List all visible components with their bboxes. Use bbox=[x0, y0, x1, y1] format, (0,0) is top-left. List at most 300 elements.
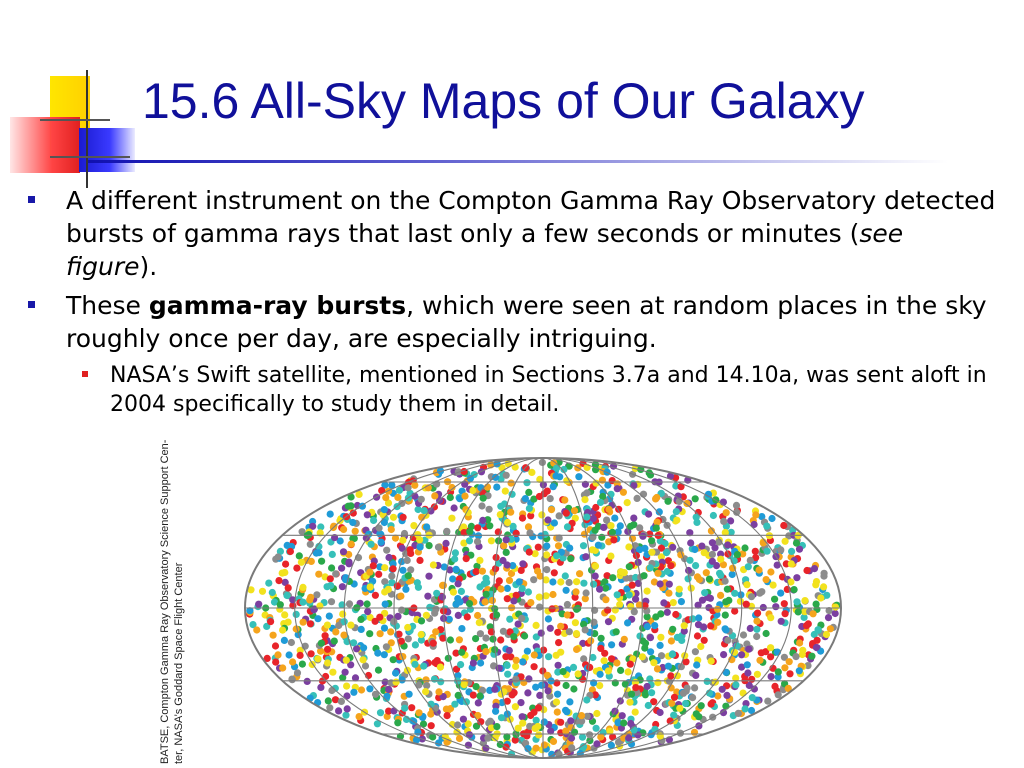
burst-dot bbox=[792, 653, 799, 660]
burst-dot bbox=[455, 612, 462, 619]
burst-dot bbox=[767, 614, 774, 621]
burst-dot bbox=[607, 522, 614, 529]
burst-dot bbox=[770, 582, 777, 589]
burst-dot bbox=[832, 604, 839, 611]
burst-dot bbox=[536, 692, 543, 699]
burst-dot bbox=[486, 506, 493, 513]
burst-dot bbox=[331, 638, 338, 645]
burst-dot bbox=[470, 659, 477, 666]
burst-dot bbox=[307, 541, 314, 548]
burst-dot bbox=[535, 731, 542, 738]
burst-dot bbox=[748, 676, 755, 683]
sub-bullet-item-1 bbox=[28, 361, 998, 419]
burst-dot bbox=[825, 614, 832, 621]
burst-dot bbox=[653, 494, 660, 501]
bullet-item-1 bbox=[28, 184, 998, 283]
burst-dot bbox=[555, 639, 562, 646]
burst-dot bbox=[627, 661, 634, 668]
burst-dot bbox=[531, 663, 538, 670]
burst-dot bbox=[267, 618, 274, 625]
burst-dot bbox=[691, 684, 698, 691]
burst-dot bbox=[497, 636, 504, 643]
burst-dot bbox=[515, 725, 522, 732]
burst-dot bbox=[430, 640, 437, 647]
burst-dot bbox=[768, 673, 775, 680]
red-square-decoration bbox=[10, 117, 80, 173]
burst-dot bbox=[385, 586, 392, 593]
burst-dot bbox=[272, 659, 279, 666]
burst-dot bbox=[589, 534, 596, 541]
burst-dot bbox=[305, 531, 312, 538]
bullet-marker bbox=[28, 196, 35, 203]
burst-dot bbox=[743, 581, 750, 588]
burst-dot bbox=[432, 628, 439, 635]
burst-dot bbox=[456, 636, 463, 643]
burst-dot bbox=[821, 570, 828, 577]
burst-dot bbox=[516, 578, 523, 585]
burst-dot bbox=[791, 586, 798, 593]
burst-dot bbox=[745, 646, 752, 653]
burst-dot bbox=[549, 591, 556, 598]
burst-dot bbox=[327, 582, 334, 589]
burst-dot bbox=[328, 598, 335, 605]
burst-dot bbox=[626, 699, 633, 706]
burst-dot bbox=[279, 627, 286, 634]
burst-dot bbox=[667, 562, 674, 569]
burst-dot bbox=[324, 659, 331, 666]
burst-dot bbox=[493, 484, 500, 491]
burst-dot bbox=[340, 548, 347, 555]
burst-dot bbox=[681, 622, 688, 629]
burst-dot bbox=[394, 494, 401, 501]
burst-dot bbox=[538, 630, 545, 637]
burst-dot bbox=[571, 507, 578, 514]
burst-dot bbox=[709, 551, 716, 558]
slide-body bbox=[28, 184, 998, 419]
burst-dot bbox=[405, 572, 412, 579]
burst-dot bbox=[342, 669, 349, 676]
burst-dot bbox=[607, 553, 614, 560]
burst-dot bbox=[503, 536, 510, 543]
burst-dot bbox=[394, 719, 401, 726]
burst-dot bbox=[493, 611, 500, 618]
burst-dot bbox=[550, 738, 557, 745]
burst-dot bbox=[595, 542, 602, 549]
burst-dot bbox=[422, 688, 429, 695]
burst-dot bbox=[411, 661, 418, 668]
burst-dot bbox=[547, 625, 554, 632]
burst-dot bbox=[691, 546, 698, 553]
burst-dot bbox=[692, 648, 699, 655]
burst-dot bbox=[356, 713, 363, 720]
burst-dot bbox=[288, 639, 295, 646]
burst-dot bbox=[560, 668, 567, 675]
burst-dot bbox=[744, 669, 751, 676]
burst-dot bbox=[475, 699, 482, 706]
burst-dot bbox=[536, 594, 543, 601]
burst-dot bbox=[407, 546, 414, 553]
burst-dot bbox=[480, 495, 487, 502]
burst-dot bbox=[620, 489, 627, 496]
burst-dot bbox=[740, 690, 747, 697]
burst-dot bbox=[614, 591, 621, 598]
burst-dot bbox=[567, 555, 574, 562]
burst-dot bbox=[799, 647, 806, 654]
burst-dot bbox=[375, 571, 382, 578]
burst-dot bbox=[508, 480, 515, 487]
burst-dot bbox=[533, 622, 540, 629]
burst-dot bbox=[329, 669, 336, 676]
burst-dot bbox=[510, 597, 517, 604]
burst-dot bbox=[692, 562, 699, 569]
burst-dot bbox=[308, 650, 315, 657]
burst-dot bbox=[328, 687, 335, 694]
burst-dot bbox=[541, 741, 548, 748]
burst-dot bbox=[665, 590, 672, 597]
burst-dot bbox=[654, 665, 661, 672]
burst-dot bbox=[293, 611, 300, 618]
burst-dot bbox=[335, 707, 342, 714]
burst-dot bbox=[399, 567, 406, 574]
burst-dot bbox=[801, 597, 808, 604]
burst-dot bbox=[625, 668, 632, 675]
burst-dot bbox=[749, 694, 756, 701]
burst-dot bbox=[694, 573, 701, 580]
burst-dot bbox=[724, 637, 731, 644]
burst-dot bbox=[376, 614, 383, 621]
burst-dot bbox=[674, 634, 681, 641]
burst-dot bbox=[583, 589, 590, 596]
burst-dot bbox=[587, 637, 594, 644]
burst-dot bbox=[415, 709, 422, 716]
burst-dot bbox=[335, 622, 342, 629]
burst-dot bbox=[352, 528, 359, 535]
burst-dot bbox=[654, 679, 661, 686]
burst-dot bbox=[348, 541, 355, 548]
burst-dot bbox=[605, 618, 612, 625]
burst-dot bbox=[817, 594, 824, 601]
burst-dot bbox=[687, 539, 694, 546]
burst-dot bbox=[592, 527, 599, 534]
burst-dot bbox=[648, 537, 655, 544]
burst-dot bbox=[744, 661, 751, 668]
burst-dot bbox=[253, 626, 260, 633]
burst-dot bbox=[322, 632, 329, 639]
burst-dot bbox=[613, 628, 620, 635]
burst-dot bbox=[631, 608, 638, 615]
burst-dot bbox=[315, 571, 322, 578]
burst-dot bbox=[777, 546, 784, 553]
burst-dot bbox=[512, 676, 519, 683]
burst-dot bbox=[781, 664, 788, 671]
burst-dot bbox=[519, 713, 526, 720]
burst-dot bbox=[461, 681, 468, 688]
burst-dot bbox=[466, 537, 473, 544]
burst-dot bbox=[431, 492, 438, 499]
burst-dot bbox=[531, 651, 538, 658]
burst-dot bbox=[400, 514, 407, 521]
burst-dot bbox=[741, 544, 748, 551]
bullet-text-end: , which were seen at random places in the sky roughly once per day, are especially intriguing. bbox=[66, 291, 987, 353]
burst-dot bbox=[274, 651, 281, 658]
burst-dot bbox=[526, 549, 533, 556]
burst-dot bbox=[572, 588, 579, 595]
burst-dot bbox=[609, 574, 616, 581]
burst-dot bbox=[416, 536, 423, 543]
burst-dot bbox=[405, 635, 412, 642]
burst-dot bbox=[734, 551, 741, 558]
burst-dot bbox=[742, 705, 749, 712]
burst-dot bbox=[720, 651, 727, 658]
burst-dot bbox=[399, 537, 406, 544]
burst-dot bbox=[590, 619, 597, 626]
burst-dot bbox=[299, 584, 306, 591]
burst-dot bbox=[743, 601, 750, 608]
credit-line-2: ter, NASA’s Goddard Space Flight Center bbox=[173, 562, 185, 764]
burst-dot bbox=[710, 512, 717, 519]
burst-dot bbox=[617, 667, 624, 674]
burst-dot bbox=[650, 659, 657, 666]
burst-dot bbox=[644, 683, 651, 690]
burst-dot bbox=[660, 599, 667, 606]
burst-dot bbox=[460, 716, 467, 723]
burst-dot bbox=[430, 561, 437, 568]
burst-dot bbox=[573, 630, 580, 637]
burst-dot bbox=[722, 703, 729, 710]
burst-dot bbox=[329, 551, 336, 558]
burst-dot bbox=[625, 543, 632, 550]
burst-dot bbox=[524, 648, 531, 655]
burst-dot bbox=[463, 555, 470, 562]
burst-dot bbox=[479, 517, 486, 524]
burst-dot bbox=[795, 608, 802, 615]
burst-dot bbox=[483, 579, 490, 586]
burst-dot bbox=[338, 565, 345, 572]
burst-dot bbox=[443, 528, 450, 535]
burst-dot bbox=[466, 528, 473, 535]
burst-dot bbox=[620, 719, 627, 726]
burst-dot bbox=[478, 502, 485, 509]
burst-dot bbox=[350, 689, 357, 696]
burst-dot bbox=[630, 515, 637, 522]
burst-dot bbox=[680, 690, 687, 697]
burst-dot bbox=[279, 664, 286, 671]
burst-dot bbox=[644, 588, 651, 595]
burst-dot bbox=[489, 597, 496, 604]
burst-dot bbox=[347, 622, 354, 629]
burst-dot bbox=[781, 600, 788, 607]
burst-dot bbox=[610, 536, 617, 543]
burst-dot bbox=[406, 691, 413, 698]
burst-dot bbox=[456, 735, 463, 742]
burst-dot bbox=[590, 581, 597, 588]
burst-dot bbox=[293, 565, 300, 572]
burst-dot bbox=[780, 522, 787, 529]
burst-dot bbox=[668, 637, 675, 644]
burst-dot bbox=[390, 618, 397, 625]
burst-dot bbox=[628, 691, 635, 698]
burst-dot bbox=[796, 667, 803, 674]
burst-dot bbox=[482, 648, 489, 655]
burst-dot bbox=[437, 678, 444, 685]
burst-dot bbox=[259, 588, 266, 595]
burst-dot bbox=[525, 675, 532, 682]
burst-dot bbox=[269, 589, 276, 596]
burst-dot bbox=[756, 590, 763, 597]
burst-dot bbox=[444, 712, 451, 719]
burst-dot bbox=[439, 593, 446, 600]
burst-dot bbox=[339, 611, 346, 618]
burst-dot bbox=[657, 580, 664, 587]
burst-dot bbox=[390, 514, 397, 521]
burst-dot bbox=[404, 624, 411, 631]
burst-dot bbox=[519, 515, 526, 522]
burst-dot bbox=[401, 705, 408, 712]
burst-dot bbox=[437, 664, 444, 671]
burst-dot bbox=[813, 644, 820, 651]
burst-dot bbox=[364, 608, 371, 615]
burst-dot bbox=[493, 723, 500, 730]
burst-dot bbox=[756, 657, 763, 664]
burst-dot bbox=[745, 563, 752, 570]
burst-dot bbox=[404, 557, 411, 564]
burst-dot bbox=[543, 551, 550, 558]
burst-dot bbox=[454, 595, 461, 602]
burst-dot bbox=[793, 598, 800, 605]
burst-dot bbox=[665, 663, 672, 670]
burst-dot bbox=[431, 676, 438, 683]
burst-dot bbox=[458, 588, 465, 595]
burst-dot bbox=[435, 544, 442, 551]
burst-dot bbox=[307, 594, 314, 601]
burst-dot bbox=[489, 636, 496, 643]
burst-dot bbox=[553, 699, 560, 706]
burst-dot bbox=[694, 632, 701, 639]
burst-dot bbox=[423, 682, 430, 689]
burst-dot bbox=[763, 523, 770, 530]
burst-dot bbox=[502, 488, 509, 495]
burst-dot bbox=[507, 509, 514, 516]
bullet-italic-text: see figure bbox=[66, 219, 904, 281]
burst-dot bbox=[420, 663, 427, 670]
burst-dot bbox=[760, 539, 767, 546]
burst-dot bbox=[474, 612, 481, 619]
burst-dot bbox=[326, 613, 333, 620]
bullet-text-end: ). bbox=[139, 252, 158, 281]
burst-dot bbox=[525, 588, 532, 595]
burst-dot bbox=[530, 576, 537, 583]
horizontal-rule-decoration bbox=[40, 119, 110, 121]
burst-dot bbox=[692, 672, 699, 679]
burst-dot bbox=[747, 557, 754, 564]
burst-dot bbox=[358, 686, 365, 693]
burst-dot bbox=[488, 537, 495, 544]
burst-dot bbox=[647, 564, 654, 571]
burst-dot bbox=[724, 586, 731, 593]
burst-dot bbox=[583, 514, 590, 521]
burst-dot bbox=[752, 511, 759, 518]
burst-dot bbox=[782, 610, 789, 617]
burst-dot bbox=[555, 542, 562, 549]
burst-dot bbox=[476, 583, 483, 590]
burst-dot bbox=[590, 515, 597, 522]
burst-dot bbox=[611, 515, 618, 522]
burst-dot bbox=[575, 473, 582, 480]
burst-dot bbox=[484, 484, 491, 491]
burst-dot bbox=[616, 601, 623, 608]
burst-dot bbox=[645, 702, 652, 709]
burst-dot bbox=[345, 503, 352, 510]
burst-dot bbox=[426, 542, 433, 549]
burst-dot bbox=[482, 598, 489, 605]
burst-dot bbox=[472, 635, 479, 642]
burst-dot bbox=[699, 597, 706, 604]
burst-dot bbox=[624, 499, 631, 506]
burst-dot bbox=[579, 734, 586, 741]
burst-dot bbox=[449, 575, 456, 582]
burst-dot bbox=[270, 632, 277, 639]
burst-dot bbox=[307, 620, 314, 627]
burst-dot bbox=[561, 497, 568, 504]
burst-dot bbox=[700, 623, 707, 630]
burst-dot bbox=[381, 651, 388, 658]
burst-dot bbox=[487, 718, 494, 725]
burst-dot bbox=[533, 717, 540, 724]
burst-dot bbox=[617, 568, 624, 575]
burst-dot bbox=[377, 709, 384, 716]
burst-dot bbox=[598, 635, 605, 642]
burst-dot bbox=[562, 572, 569, 579]
burst-dot bbox=[277, 601, 284, 608]
burst-dot bbox=[627, 720, 634, 727]
burst-dot bbox=[646, 675, 653, 682]
burst-dot bbox=[613, 659, 620, 666]
burst-dot bbox=[466, 600, 473, 607]
burst-dot bbox=[300, 619, 307, 626]
burst-dot bbox=[515, 621, 522, 628]
burst-dot bbox=[543, 592, 550, 599]
burst-dot bbox=[534, 568, 541, 575]
vertical-rule-decoration bbox=[86, 70, 88, 188]
burst-dot bbox=[808, 653, 815, 660]
burst-dot bbox=[701, 589, 708, 596]
burst-dot bbox=[771, 596, 778, 603]
burst-dot bbox=[722, 626, 729, 633]
burst-dot bbox=[563, 510, 570, 517]
burst-dot bbox=[474, 524, 481, 531]
burst-dot bbox=[676, 586, 683, 593]
burst-dot bbox=[642, 691, 649, 698]
burst-dot bbox=[752, 548, 759, 555]
burst-dot bbox=[627, 523, 634, 530]
burst-dot bbox=[416, 557, 423, 564]
burst-dot bbox=[657, 634, 664, 641]
burst-dot bbox=[418, 631, 425, 638]
slide-title: 15.6 All-Sky Maps of Our Galaxy bbox=[142, 73, 865, 129]
burst-dot bbox=[414, 579, 421, 586]
burst-dot bbox=[701, 549, 708, 556]
burst-dot bbox=[408, 704, 415, 711]
burst-dot bbox=[593, 725, 600, 732]
burst-dot bbox=[349, 519, 356, 526]
burst-dot bbox=[597, 499, 604, 506]
burst-dot bbox=[550, 483, 557, 490]
burst-dot bbox=[764, 698, 771, 705]
burst-dot bbox=[629, 582, 636, 589]
burst-dot bbox=[547, 495, 554, 502]
burst-dot bbox=[563, 708, 570, 715]
burst-dot bbox=[286, 651, 293, 658]
